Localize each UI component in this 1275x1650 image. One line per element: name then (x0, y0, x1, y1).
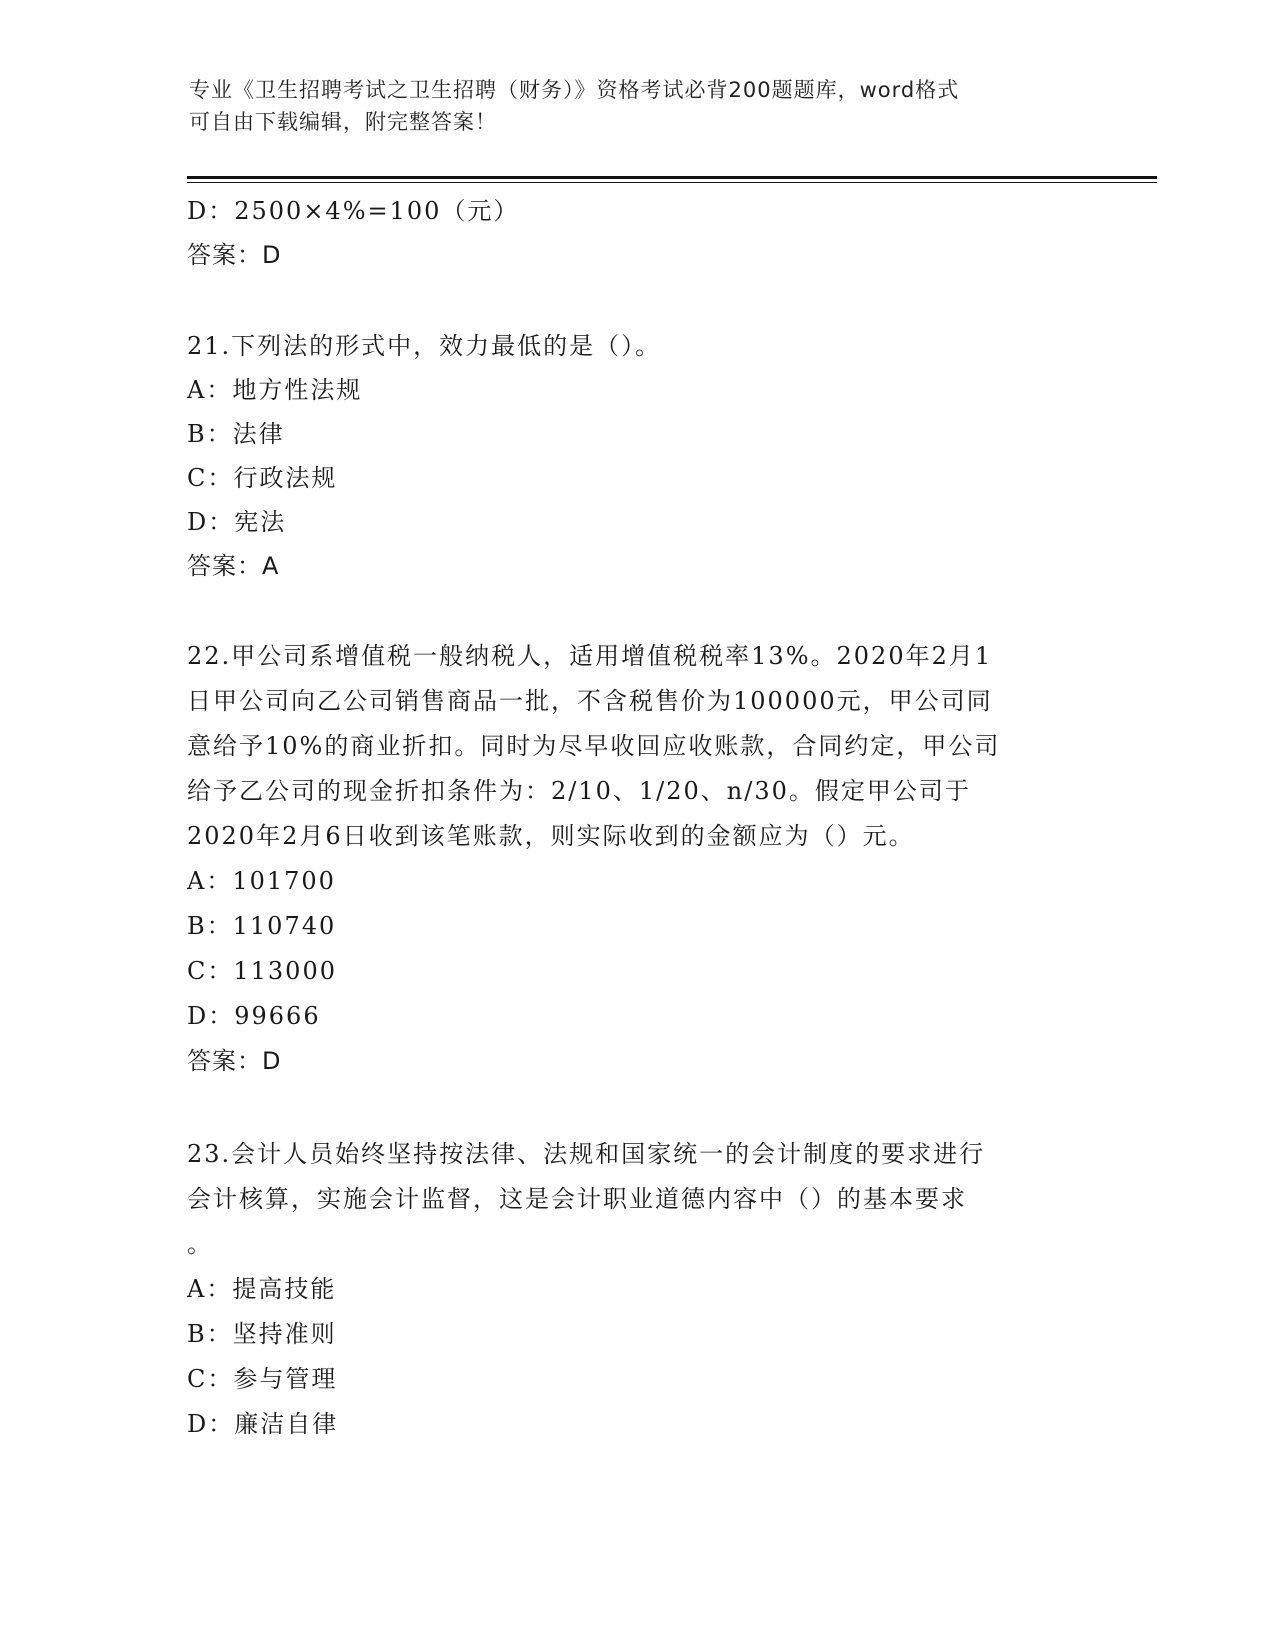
q22-stem-line-4: 给予乙公司的现金折扣条件为：2/10、1/20、n/30。假定甲公司于 (187, 777, 971, 805)
q22-option-c: C：113000 (187, 957, 337, 985)
header-line-1: 专业《卫生招聘考试之卫生招聘（财务）》资格考试必背200题题库，word格式 (189, 78, 960, 102)
document-header (189, 74, 1079, 138)
prev-option-d: D：2500×4%=100（元） (187, 197, 520, 225)
header-rule-thin (187, 182, 1157, 183)
q22-stem-line-5: 2020年2月6日收到该笔账款，则实际收到的金额应为（）元。 (187, 822, 915, 850)
q23-option-a: A：提高技能 (187, 1275, 337, 1303)
q22-answer: 答案：D (187, 1047, 282, 1075)
q23-stem-line-2: 会计核算，实施会计监督，这是会计职业道德内容中（）的基本要求 (187, 1185, 967, 1213)
q22-option-b: B：110740 (187, 912, 337, 940)
q23-option-b: B：坚持准则 (187, 1320, 337, 1348)
q21-option-a: A：地方性法规 (187, 376, 363, 404)
q21-option-d: D：宪法 (187, 508, 287, 536)
q22-option-d: D：99666 (187, 1002, 321, 1030)
q23-stem-line-3: 。 (187, 1230, 213, 1258)
q22-stem-line-1: 22.甲公司系增值税一般纳税人，适用增值税税率13%。2020年2月1 (187, 642, 993, 670)
q21-answer: 答案：A (187, 552, 280, 580)
q22-option-a: A：101700 (187, 867, 336, 895)
q21-option-c: C：行政法规 (187, 464, 338, 492)
q22-stem-line-2: 日甲公司向乙公司销售商品一批，不含税售价为100000元，甲公司同 (187, 687, 993, 715)
q22-stem-line-3: 意给予10%的商业折扣。同时为尽早收回应收账款，合同约定，甲公司 (187, 732, 1001, 760)
q23-stem-line-1: 23.会计人员始终坚持按法律、法规和国家统一的会计制度的要求进行 (187, 1140, 986, 1168)
header-line-2: 可自由下载编辑，附完整答案！ (189, 110, 497, 134)
q21-option-b: B：法律 (187, 420, 285, 448)
header-rule-thick (187, 176, 1157, 179)
q23-option-d: D：廉洁自律 (187, 1410, 339, 1438)
prev-answer: 答案：D (187, 241, 282, 269)
q21-stem: 21.下列法的形式中，效力最低的是（）。 (187, 332, 662, 360)
q23-option-c: C：参与管理 (187, 1365, 338, 1393)
